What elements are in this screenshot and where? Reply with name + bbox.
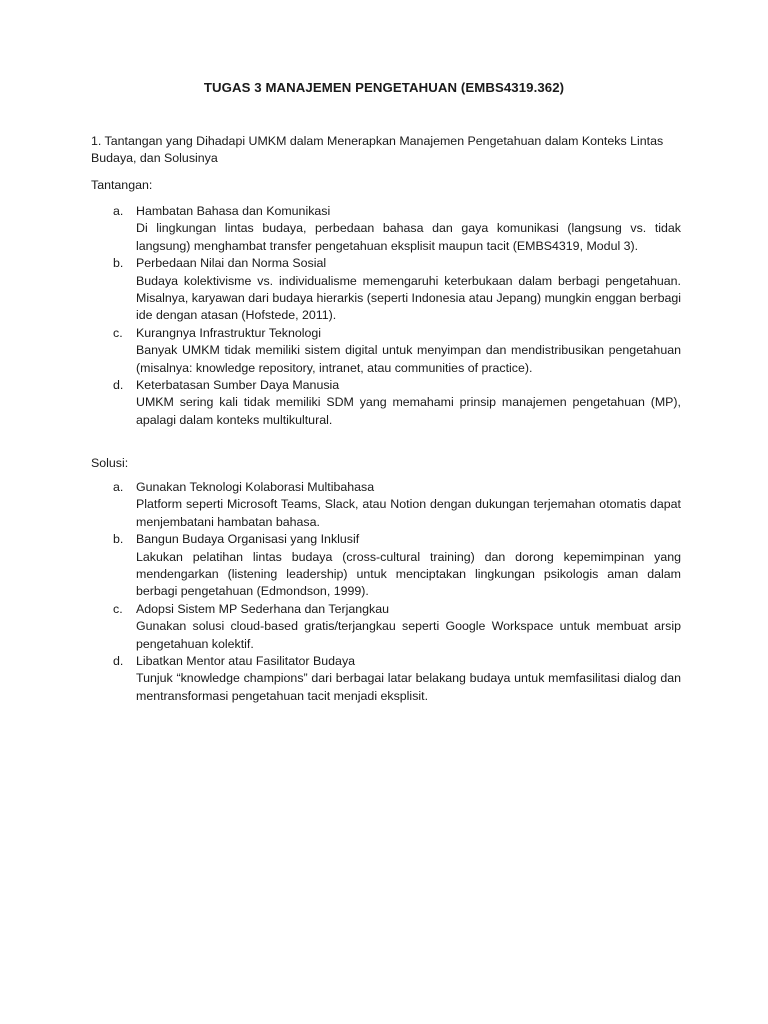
list-marker: a. [113,480,124,494]
item-body: Banyak UMKM tidak memiliki sistem digital untuk menyimpan dan mendistribusikan pengetahuan (misalnya: knowledge repository, intranet, atau communities of practice). [136,343,681,375]
list-marker: a. [113,204,124,218]
solutions-list [91,479,681,705]
item-body: Budaya kolektivisme vs. individualisme memengaruhi keterbukaan dalam berbagi pengetahuan. Misalnya, karyawan dari budaya hierarkis (seperti Indonesia atau Jepang) mungkin enggan berbagi ide dengan atasan (Hofstede, 2011). [136,273,681,323]
challenges-list [91,203,681,429]
item-heading: Perbedaan Nilai dan Norma Sosial [136,256,327,271]
list-item [91,601,681,653]
item-body: UMKM sering kali tidak memiliki SDM yang memahami prinsip manajemen pengetahuan (MP), apalagi dalam konteks multikultural. [136,395,681,427]
item-heading: Libatkan Mentor atau Fasilitator Budaya [136,654,356,669]
item-body: Gunakan solusi cloud-based gratis/terjangkau seperti Google Workspace untuk membuat arsip pengetahuan kolektif. [136,619,681,651]
item-heading: Bangun Budaya Organisasi yang Inklusif [136,532,360,547]
list-item [91,325,681,377]
item-body: Tunjuk “knowledge champions” dari berbagai latar belakang budaya untuk memfasilitasi dialog dan mentransformasi pengetahuan tacit menjadi eksplisit. [136,671,681,703]
list-marker: b. [113,256,124,271]
list-marker: c. [113,325,123,340]
list-item [91,531,681,601]
item-heading: Adopsi Sistem MP Sederhana dan Terjangkau [136,601,390,616]
list-item [91,479,681,531]
list-marker: d. [113,378,124,393]
list-item [91,255,681,325]
document-title: TUGAS 3 MANAJEMEN PENGETAHUAN (EMBS4319.362) [203,80,565,95]
item-heading: Gunakan Teknologi Kolaborasi Multibahasa [136,480,375,494]
list-marker: b. [113,532,124,547]
challenges-label: Tantangan: [91,178,153,192]
item-heading: Kurangnya Infrastruktur Teknologi [136,325,322,340]
item-heading: Keterbatasan Sumber Daya Manusia [136,378,340,393]
list-item [91,653,681,705]
list-marker: d. [113,654,124,669]
item-body: Platform seperti Microsoft Teams, Slack, atau Notion dengan dukungan terjemahan otomatis dapat menjembatani hambatan bahasa. [136,497,681,529]
item-body: Di lingkungan lintas budaya, perbedaan bahasa dan gaya komunikasi (langsung vs. tidak langsung) menghambat transfer pengetahuan eksplisit maupun tacit (EMBS4319, Modul 3). [136,221,681,253]
list-marker: c. [113,601,123,616]
item-body: Lakukan pelatihan lintas budaya (cross-cultural training) dan dorong kepemimpinan yang mendengarkan (listening leadership) untuk menciptakan lingkungan psikologis aman dalam berbagi pengetahuan (Edmondson, 1999). [136,549,681,599]
solutions-label: Solusi: [91,456,129,470]
question-heading: 1. Tantangan yang Dihadapi UMKM dalam Menerapkan Manajemen Pengetahuan dalam Konteks Lintas Budaya, dan Solusinya [91,134,664,166]
item-heading: Hambatan Bahasa dan Komunikasi [136,204,331,218]
list-item [91,203,681,255]
list-item [91,377,681,429]
